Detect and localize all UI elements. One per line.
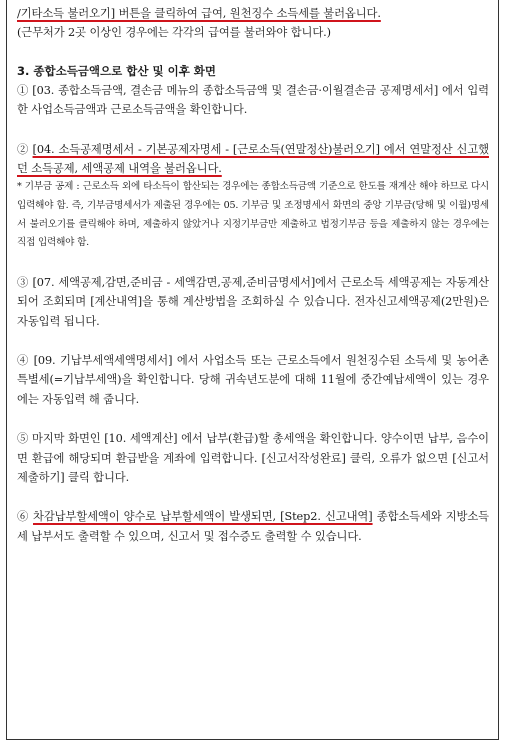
step-2-paragraph: [17, 140, 489, 179]
step-4-paragraph: ④ [09. 기납부세액세액명세서] 에서 사업소득 또는 근로소득에서 원천징수된 소득세 및 농어촌특별세(=기납부세액)을 확인합니다. 당해 귀속년도분에 대해 11월에 중간예납세액이 있는 경우에는 자동입력 해 줍니다.: [17, 354, 489, 406]
step-6-rest-text: 종합소득세와 지방소득세 납부서도 출력할 수 있으며, 신고서 및 접수증도 출력할 수 있습니다.: [17, 510, 489, 543]
step-6-marker: ⑥: [17, 510, 34, 524]
spacer: [17, 487, 489, 507]
section-heading: 3. 종합소득금액으로 합산 및 이후 화면: [17, 63, 217, 78]
step-5-paragraph: ⑤ 마지막 화면인 [10. 세액계산] 에서 납부(환급)할 총세액을 확인합니다. 양수이면 납부, 음수이면 환급에 해당되며 환급받을 계좌에 입력합니다. [신고서작성완료] 클릭, 오류가 없으면 [신고서제출하기] 클릭 합니다.: [17, 432, 489, 485]
step-2-underlined-text: [04. 소득공제명세서 - 기본공제자명세 - [근로소득(연말정산)불러오기] 에서 연말정산 신고했던 소득공제, 세액공제 내역을 불러옵니다.: [17, 142, 489, 176]
intro-line-2: (근무처가 2곳 이상인 경우에는 각각의 급여를 불러와야 합니다.): [17, 26, 331, 40]
intro-line-1-underlined: /기타소득 불러오기] 버튼을 클릭하여 급여, 원천징수 소득세를 불러옵니다.: [17, 7, 381, 20]
spacer: [17, 331, 489, 351]
spacer: [17, 253, 489, 273]
intro-line-1: [17, 4, 489, 23]
step-2-note: * 기부금 공제 : 근로소득 외에 타소득이 합산되는 경우에는 종합소득금액 기준으로 한도를 재계산 해야 하므로 다시 입력해야 함. 즉, 기부금명세서가 제출된 경우에는 05. 기부금 및 조정명세서 화면의 중앙 기부금(당해 및 이월)명세서 불러오기를 클릭해야 하며, 제출하지 않았거나 지정기부금만 제출하고 법정기부금 등을 제출하지 않는 경우에는 직접 입력해야 함.: [17, 181, 489, 249]
document-frame: [6, 0, 499, 740]
step-3-paragraph: ③ [07. 세액공제,감면,준비금 - 세액감면,공제,준비금명세서]에서 근로소득 세액공제는 자동계산되어 조회되며 [계산내역]을 통해 계산방법을 조회하실 수 있습니다. 전자신고세액공제(2만원)은 자동입력 됩니다.: [17, 275, 489, 328]
spacer: [17, 409, 489, 429]
spacer: [17, 43, 489, 61]
step-6-paragraph: [17, 507, 489, 546]
step-6-underlined-text: 차감납부할세액이 양수로 납부할세액이 발생되면, [Step2. 신고내역]: [33, 510, 373, 524]
spacer: [17, 120, 489, 140]
step-2-marker: ②: [17, 142, 33, 156]
step-1-paragraph: ① [03. 종합소득금액, 결손금 메뉴의 종합소득금액 및 결손금·이월결손금 공제명세서] 에서 입력한 사업소득금액과 근로소득금액을 확인합니다.: [17, 83, 489, 117]
